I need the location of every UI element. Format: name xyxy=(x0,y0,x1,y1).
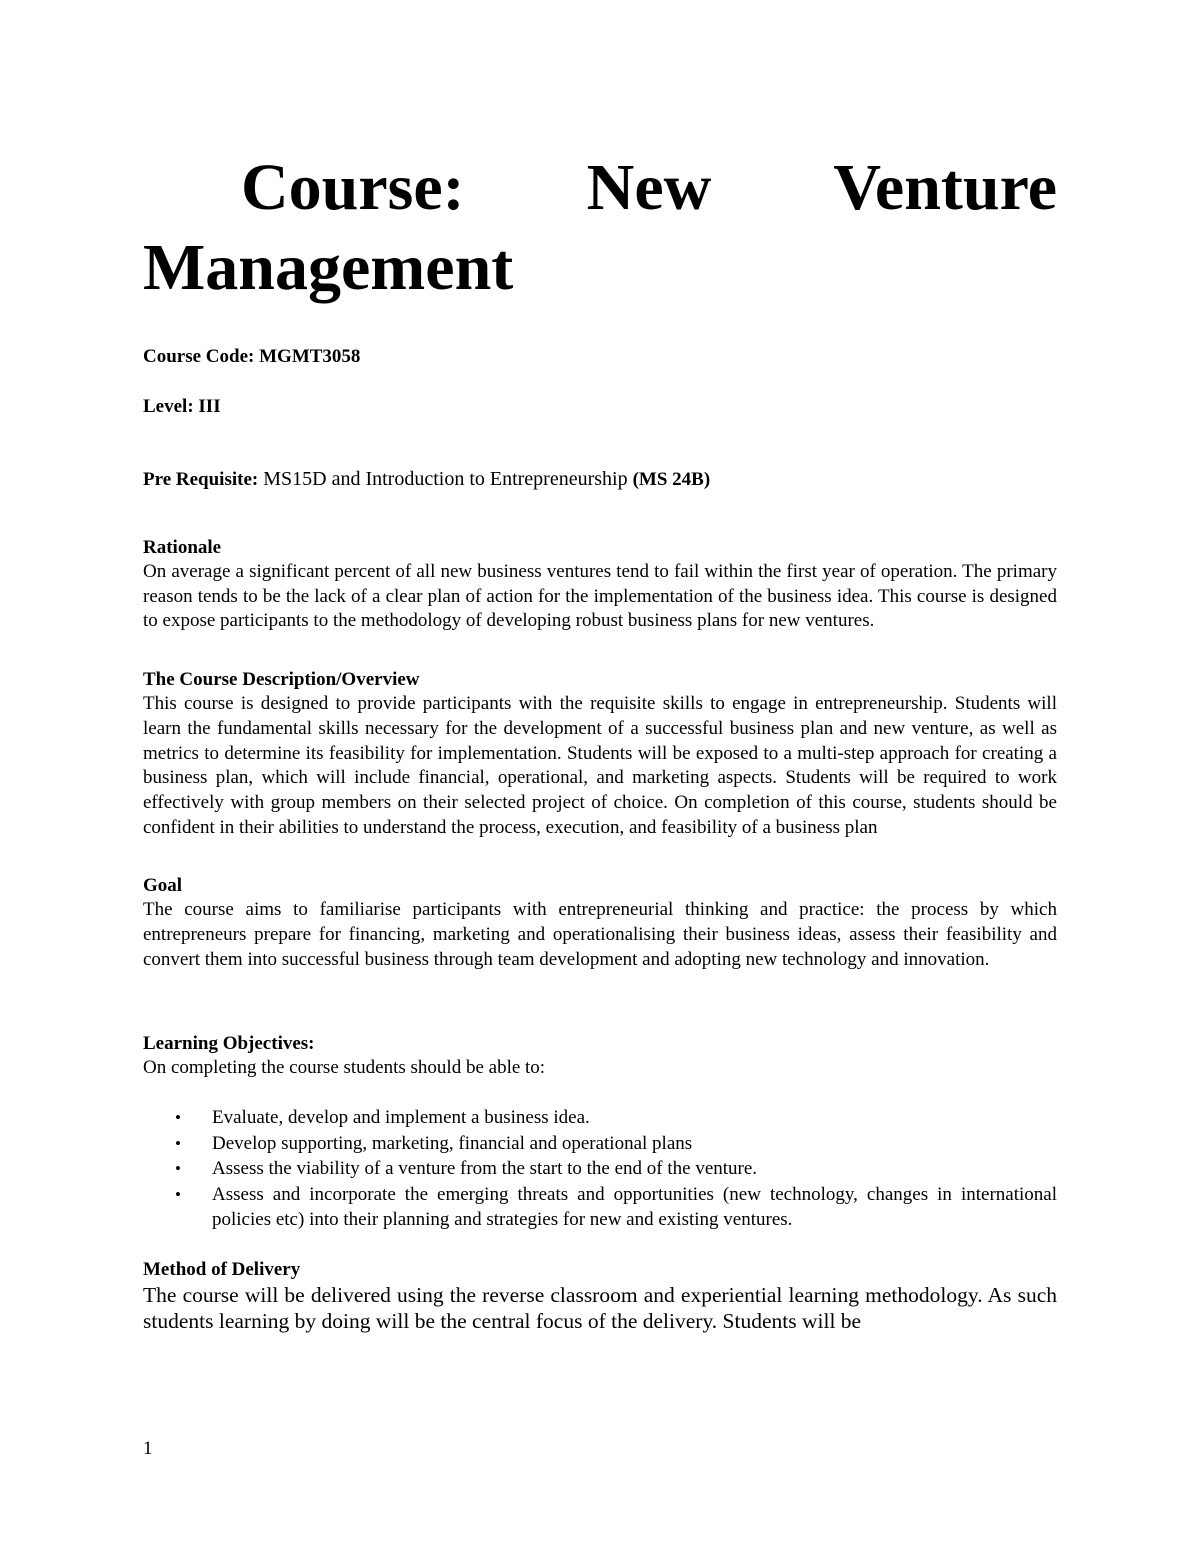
course-code-line xyxy=(143,345,1057,369)
list-item-text: Assess the viability of a venture from the start to the end of the venture. xyxy=(212,1158,758,1180)
list-item-text: Assess and incorporate the emerging threats and opportunities (new technology, changes in international policies etc) into their planning and strategies for new and existing ventures. xyxy=(212,1183,1057,1231)
bullet-icon: • xyxy=(175,1159,181,1179)
course-code-label: Course Code: xyxy=(143,346,255,367)
document-content xyxy=(143,148,1057,1335)
list-item-text: Evaluate, develop and implement a business idea. xyxy=(212,1107,590,1129)
learning-objectives-list xyxy=(143,1105,1057,1233)
prerequisite-label: Pre Requisite: xyxy=(143,469,259,490)
bullet-icon: • xyxy=(175,1108,181,1128)
overview-section xyxy=(143,667,1057,840)
bullet-icon: • xyxy=(175,1133,181,1153)
rationale-section xyxy=(143,535,1057,634)
course-code-value: MGMT3058 xyxy=(259,346,361,367)
level-value: III xyxy=(198,396,221,417)
page-number: 1 xyxy=(143,1438,153,1459)
title-word: Course: xyxy=(241,151,465,224)
title-word: New xyxy=(586,151,712,224)
list-item xyxy=(143,1131,1057,1157)
section-body: The course aims to familiarise participants with entrepreneurial thinking and practice: the process by which entrepreneurs prepare for financing, marketing and operationalising their business ideas, assess their feasibility and convert them into successful business through team development and adopting new technology and innovation. xyxy=(143,899,1057,970)
method-of-delivery-section xyxy=(143,1257,1057,1335)
section-heading: Learning Objectives: xyxy=(143,1033,315,1055)
list-item xyxy=(143,1105,1057,1131)
prerequisite-code: (MS 24B) xyxy=(632,469,711,490)
level-label: Level: xyxy=(143,396,194,417)
title-word: Management xyxy=(143,231,514,304)
level-line xyxy=(143,395,1057,419)
section-body: The course will be delivered using the reverse classroom and experiential learning methodology. As such students learning by doing will be the central focus of the delivery. Students will be xyxy=(143,1282,1057,1334)
list-item xyxy=(143,1156,1057,1182)
title-word: Venture xyxy=(833,151,1057,224)
list-item-text: Develop supporting, marketing, financial and operational plans xyxy=(212,1132,693,1154)
section-heading: Method of Delivery xyxy=(143,1258,301,1280)
section-heading: The Course Description/Overview xyxy=(143,669,420,691)
bullet-icon: • xyxy=(175,1184,181,1204)
prerequisite-line xyxy=(143,467,1057,492)
section-heading: Goal xyxy=(143,875,183,897)
course-title-first-line xyxy=(143,148,1057,228)
goal-section xyxy=(143,873,1057,972)
section-heading: Rationale xyxy=(143,537,222,558)
prerequisite-text: MS15D and Introduction to Entrepreneurship xyxy=(263,468,628,490)
list-item xyxy=(143,1182,1057,1233)
section-body: This course is designed to provide participants with the requisite skills to engage in entrepreneurship. Students will learn the fundamental skills necessary for the development of a successful business plan and new venture, as well as metrics to determine its feasibility for implementation. Students will be exposed to a multi-step approach for creating a business plan, which will include financial, operational, and marketing aspects. Students will be required to work effectively with group members on their selected project of choice. On completion of this course, students should be confident in their abilities to understand the process, execution, and feasibility of a business plan xyxy=(143,693,1057,838)
section-body: On average a significant percent of all new business ventures tend to fail within the first year of operation. The primary reason tends to be the lack of a clear plan of action for the implementation of the business idea. This course is designed to expose participants to the methodology of developing robust business plans for new ventures. xyxy=(143,561,1057,632)
learning-objectives-intro: On completing the course students should be able to: xyxy=(143,1057,546,1079)
course-title xyxy=(143,148,1057,308)
learning-objectives-section xyxy=(143,1031,1057,1232)
